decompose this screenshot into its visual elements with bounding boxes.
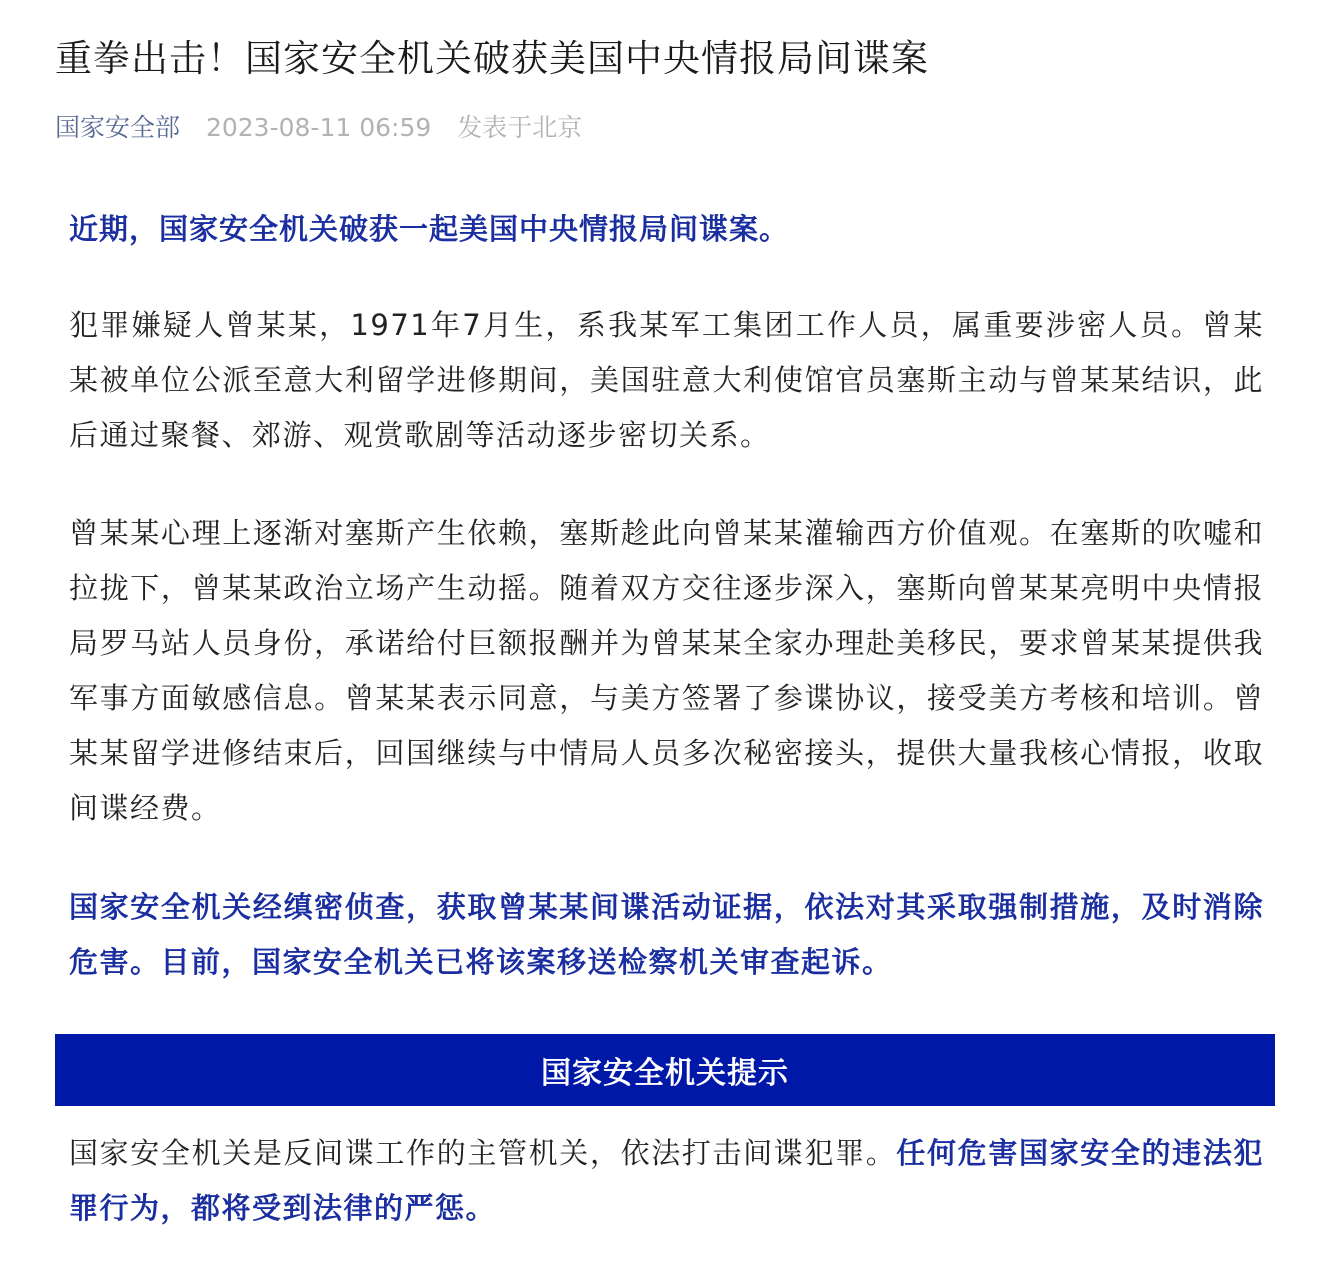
publish-location: 发表于北京	[457, 113, 583, 142]
publish-date: 2023-08-11 06:59	[205, 113, 432, 142]
article-title: 重拳出击！国家安全机关破获美国中央情报局间谍案	[55, 37, 929, 80]
lead-paragraph: 近期，国家安全机关破获一起美国中央情报局间谍案。	[69, 212, 790, 246]
notice-text	[69, 1126, 1264, 1236]
paragraph-1-container	[69, 298, 1264, 463]
notice-text-container	[69, 1126, 1264, 1236]
notice-banner-title: 国家安全机关提示	[541, 1056, 789, 1091]
author-link[interactable]: 国家安全部	[55, 113, 181, 142]
article-meta	[55, 108, 582, 144]
notice-banner	[55, 1034, 1275, 1106]
paragraph-3: 国家安全机关经缜密侦查，获取曾某某间谍活动证据，依法对其采取强制措施，及时消除危害。目前，国家安全机关已将该案移送检察机关审查起诉。	[69, 890, 1264, 979]
notice-text-emphasis: 任何危害国家安全的违法犯罪行为，都将受到法律的严惩。	[69, 1136, 1264, 1225]
paragraph-2: 曾某某心理上逐渐对塞斯产生依赖，塞斯趁此向曾某某灌输西方价值观。在塞斯的吹嘘和拉拢下，曾某某政治立场产生动摇。随着双方交往逐步深入，塞斯向曾某某亮明中央情报局罗马站人员身份，承诺给付巨额报酬并为曾某某全家办理赴美移民，要求曾某某提供我军事方面敏感信息。曾某某表示同意，与美方签署了参谍协议，接受美方考核和培训。曾某某留学进修结束后，回国继续与中情局人员多次秘密接头，提供大量我核心情报，收取间谍经费。	[69, 516, 1264, 825]
paragraph-1: 犯罪嫌疑人曾某某，1971年7月生，系我某军工集团工作人员，属重要涉密人员。曾某某被单位公派至意大利留学进修期间，美国驻意大利使馆官员塞斯主动与曾某某结识，此后通过聚餐、郊游、观赏歌剧等活动逐步密切关系。	[69, 308, 1264, 452]
paragraph-3-container	[69, 880, 1264, 990]
notice-text-plain: 国家安全机关是反间谍工作的主管机关，依法打击间谍犯罪。	[69, 1136, 897, 1170]
paragraph-2-container	[69, 506, 1264, 836]
